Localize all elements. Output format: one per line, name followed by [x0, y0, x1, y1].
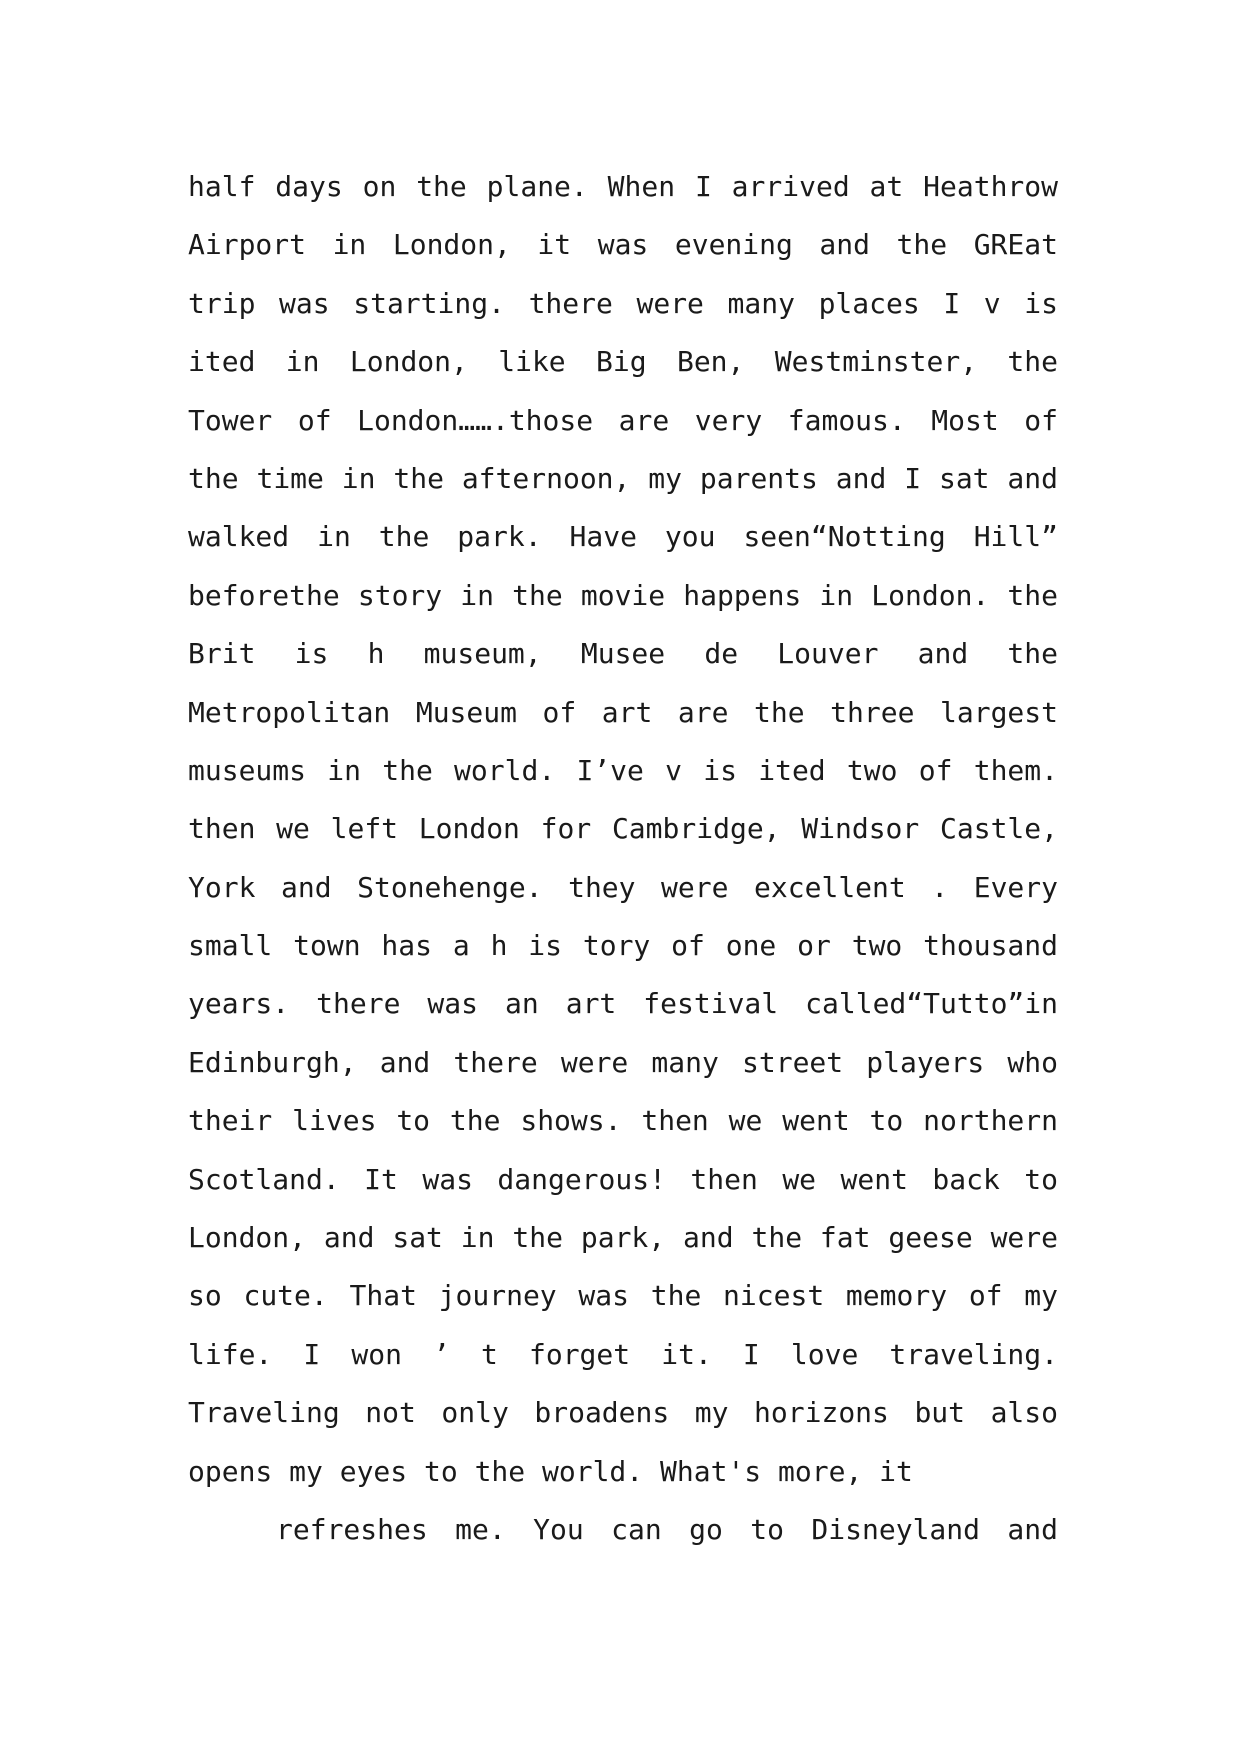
- text-line: Airport in London, it was evening and the GREat: [188, 228, 1058, 262]
- text-line: beforethe story in the movie happens in London. the: [188, 578, 1058, 612]
- text-line: then we left London for Cambridge, Windsor Castle,: [188, 812, 1058, 846]
- text-line: the time in the afternoon, my parents and I sat and: [188, 461, 1058, 495]
- text-line: so cute. That journey was the nicest memory of my: [188, 1279, 1058, 1313]
- text-line: Traveling not only broadens my horizons but also: [188, 1396, 1058, 1430]
- text-line: museums in the world. I’ve v is ited two of them.: [188, 753, 1058, 787]
- text-line: Scotland. It was dangerous! then we went back to: [188, 1162, 1058, 1196]
- text-line: London, and sat in the park, and the fat geese were: [188, 1221, 1058, 1255]
- text-line: ited in London, like Big Ben, Westminster, the: [188, 345, 1058, 379]
- text-line: their lives to the shows. then we went to northern: [188, 1104, 1058, 1138]
- text-line: life. I won ’ t forget it. I love traveling.: [188, 1337, 1058, 1371]
- text-line: small town has a h is tory of one or two thousand: [188, 929, 1058, 963]
- text-line: York and Stonehenge. they were excellent . Every: [188, 870, 1058, 904]
- text-line: half days on the plane. When I arrived at Heathrow: [188, 170, 1058, 203]
- essay-body: [188, 158, 1058, 1559]
- text-line: trip was starting. there were many places I v is: [188, 286, 1058, 320]
- text-line: years. there was an art festival called“Tutto”in: [188, 987, 1058, 1021]
- text-line: Brit is h museum, Musee de Louver and the: [188, 637, 1058, 671]
- text-line: Metropolitan Museum of art are the three largest: [188, 695, 1058, 729]
- text-line: walked in the park. Have you seen“Notting Hill”: [188, 520, 1058, 554]
- text-line-indented: refreshes me. You can go to Disneyland and: [276, 1512, 1058, 1546]
- text-line: Edinburgh, and there were many street players who: [188, 1045, 1058, 1079]
- text-line: Tower of London…….those are very famous. Most of: [188, 403, 1058, 437]
- text-line: opens my eyes to the world. What's more, it: [188, 1454, 913, 1488]
